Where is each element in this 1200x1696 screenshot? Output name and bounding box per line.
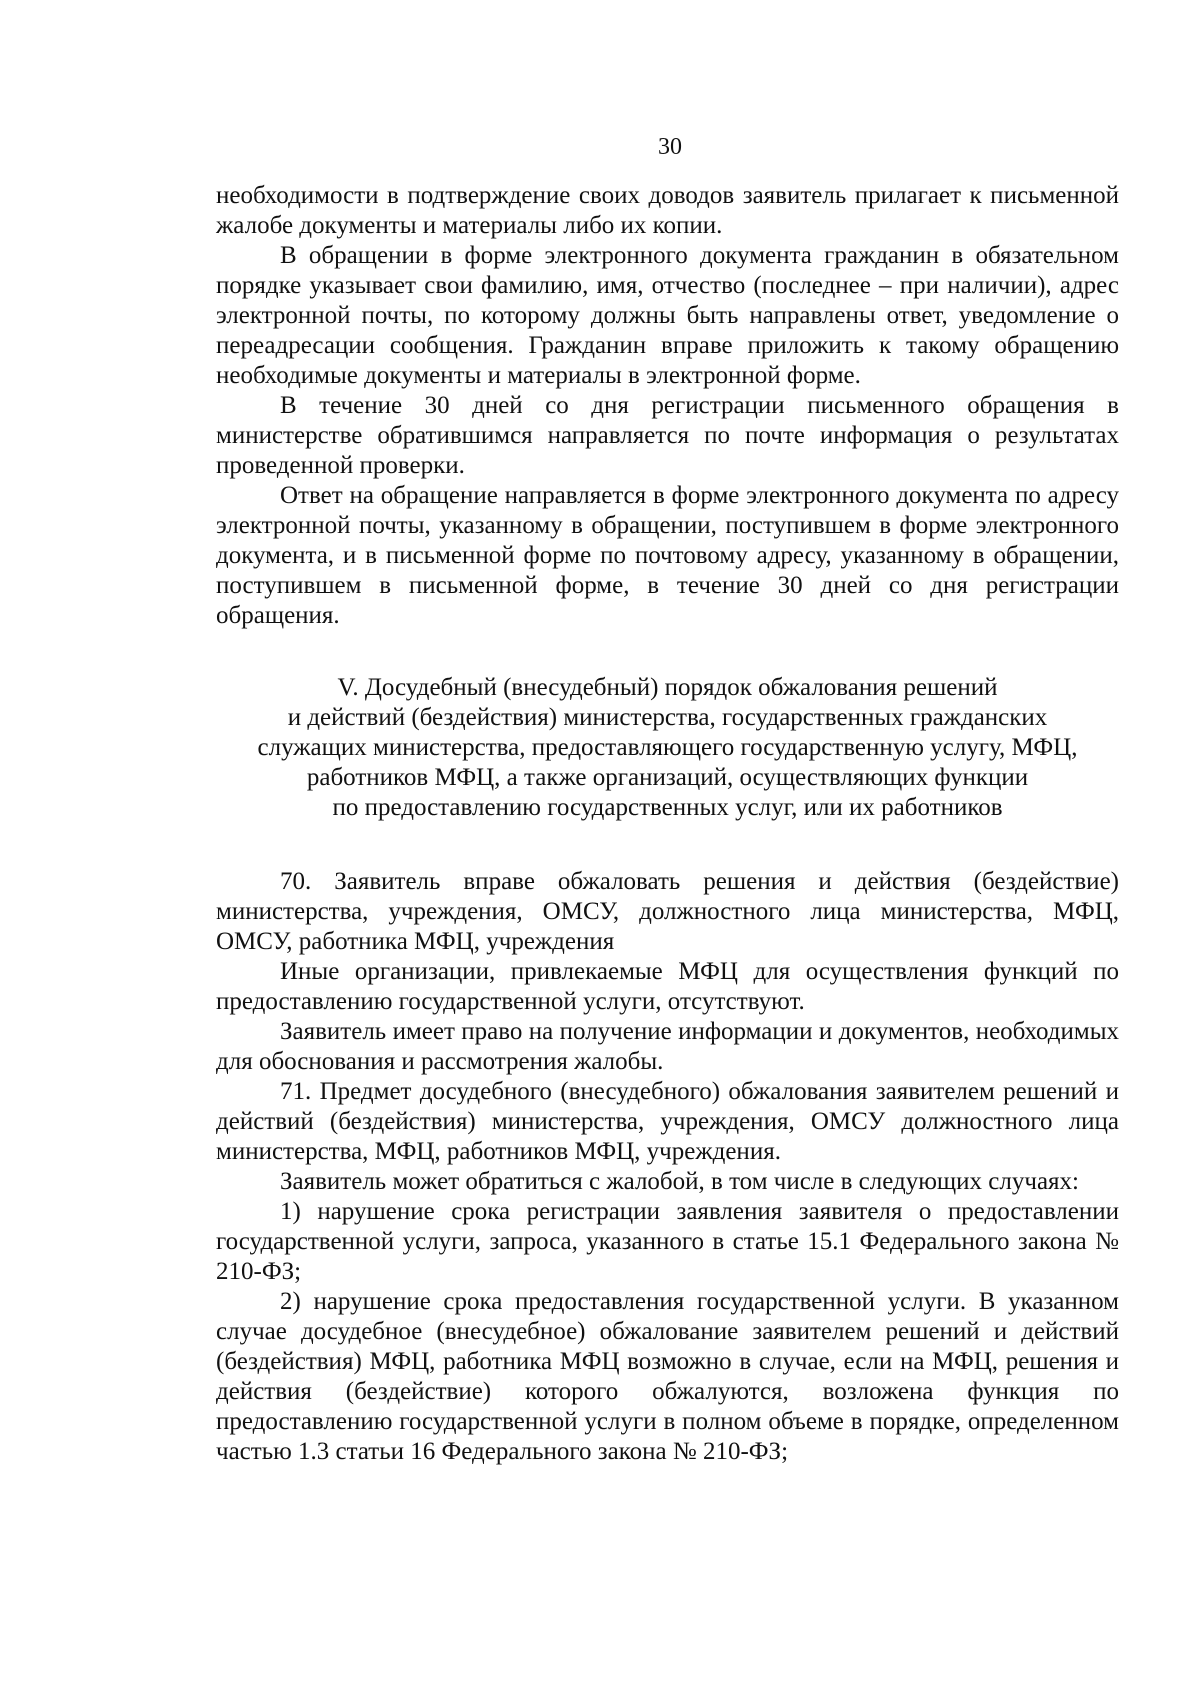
section-heading-line: служащих министерства, предоставляющего государственную услугу, МФЦ, (257, 734, 1078, 761)
paragraph-electronic-appeal: В обращении в форме электронного документа гражданин в обязательном порядке указывает свои фамилию, имя, отчество (последнее – при наличии), адрес электронной почты, по которому должны быть направлены ответ, уведомление о переадресации сообщения. Гражданин вправе приложить к такому обращению необходимые документы и материалы в электронной форме. (216, 242, 1119, 389)
paragraph-clause-71: 71. Предмет досудебного (внесудебного) обжалования заявителем решений и действий (бездействия) министерства, учреждения, ОМСУ должностного лица министерства, МФЦ, работников МФЦ, учреждения. (216, 1078, 1119, 1165)
section-heading (216, 673, 1119, 823)
paragraph-clause-70: 70. Заявитель вправе обжаловать решения и действия (бездействие) министерства, учреждения, ОМСУ, должностного лица министерства, МФЦ, ОМСУ, работника МФЦ, учреждения (216, 868, 1119, 955)
paragraph-continuation: необходимости в подтверждение своих доводов заявитель прилагает к письменной жалобе документы и материалы либо их копии. (216, 182, 1119, 239)
list-item-case-2: 2) нарушение срока предоставления государственной услуги. В указанном случае досудебное (внесудебное) обжалование заявителем решений и действий (бездействия) МФЦ, работника МФЦ возможно в случае, если на МФЦ, решения и действия (бездействие) которого обжалуются, возложена функция по предоставлению государственной услуги в полном объеме в порядке, определенном частью 1.3 статьи 16 Федерального закона № 210-ФЗ; (216, 1288, 1119, 1465)
paragraph-answer-delivery: Ответ на обращение направляется в форме электронного документа по адресу электронной почты, указанному в обращении, поступившем в форме электронного документа, и в письменной форме по почтовому адресу, указанному в обращении, поступившем в письменной форме, в течение 30 дней со дня регистрации обращения. (216, 482, 1119, 629)
section-heading-line: V. Досудебный (внесудебный) порядок обжалования решений (337, 674, 998, 701)
paragraph-other-organizations: Иные организации, привлекаемые МФЦ для осуществления функций по предоставлению государственной услуги, отсутствуют. (216, 958, 1119, 1015)
paragraph-complaint-cases: Заявитель может обратиться с жалобой, в том числе в следующих случаях: (280, 1168, 1079, 1195)
paragraph-30-days-response: В течение 30 дней со дня регистрации письменного обращения в министерстве обратившимся направляется по почте информация о результатах проведенной проверки. (216, 392, 1119, 479)
section-heading-line: и действий (бездействия) министерства, государственных гражданских (287, 704, 1048, 731)
section-heading-line: работников МФЦ, а также организаций, осуществляющих функции (306, 764, 1029, 791)
page-number: 30 (658, 134, 682, 160)
list-item-case-1: 1) нарушение срока регистрации заявления заявителя о предоставлении государственной услуги, запроса, указанного в статье 15.1 Федерального закона № 210-ФЗ; (216, 1198, 1119, 1285)
document-body (216, 181, 1119, 1467)
paragraph-right-to-information: Заявитель имеет право на получение информации и документов, необходимых для обоснования и рассмотрения жалобы. (216, 1018, 1119, 1075)
section-heading-line: по предоставлению государственных услуг, или их работников (332, 794, 1003, 821)
